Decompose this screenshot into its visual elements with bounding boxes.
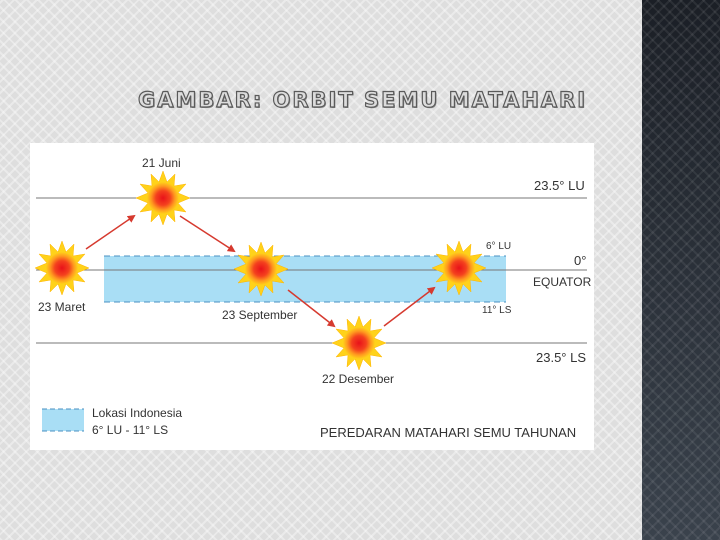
label-september: 23 September <box>222 308 298 322</box>
sun-december-icon <box>332 316 386 370</box>
label-south-tropic: 23.5° LS <box>536 350 587 365</box>
label-equator: EQUATOR <box>533 275 592 289</box>
legend-swatch <box>42 409 84 431</box>
sun-march-icon <box>35 241 89 295</box>
legend-label: Lokasi Indonesia <box>92 406 183 420</box>
diagram-canvas <box>30 143 594 450</box>
orbit-diagram <box>30 143 594 450</box>
side-panel <box>642 0 720 540</box>
legend-range: 6° LU - 11° LS <box>92 423 169 437</box>
label-north-tropic: 23.5° LU <box>534 178 585 193</box>
arrow-june-september <box>180 216 234 251</box>
label-december: 22 Desember <box>322 372 395 386</box>
arrow-march-june <box>86 216 134 249</box>
label-june: 21 Juni <box>142 156 181 170</box>
label-band-north: 6° LU <box>486 241 512 252</box>
slide-title: GAMBAR: ORBIT SEMU MATAHARI <box>138 88 588 112</box>
label-band-south: 11° LS <box>482 305 512 316</box>
label-equator-degree: 0° <box>574 253 587 268</box>
label-march: 23 Maret <box>38 300 86 314</box>
diagram-caption: PEREDARAN MATAHARI SEMU TAHUNAN <box>320 425 577 440</box>
